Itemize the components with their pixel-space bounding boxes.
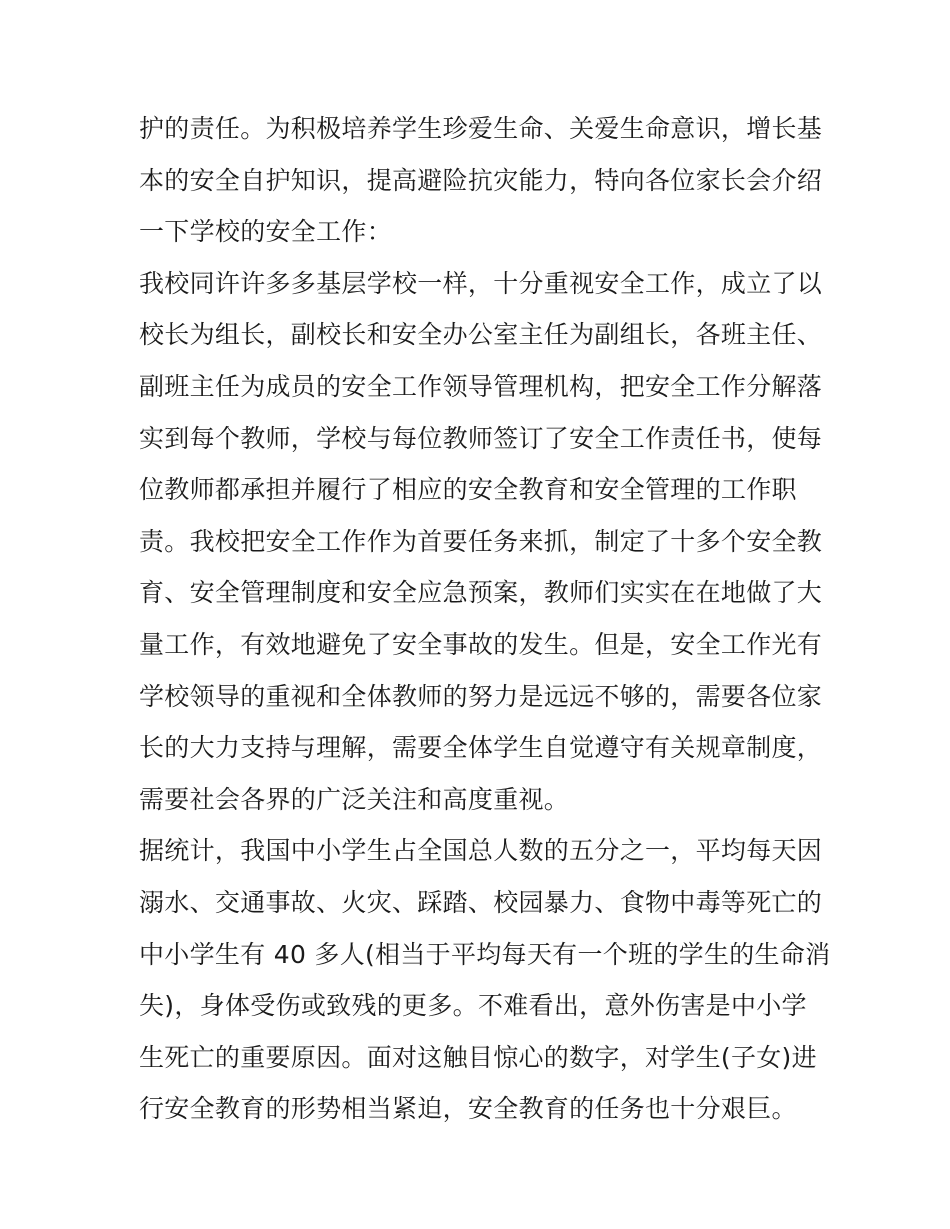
text-line: 需要社会各界的广泛关注和高度重视。: [139, 784, 570, 814]
text-line: 副班主任为成员的安全工作领导管理机构，把安全工作分解落: [139, 371, 823, 401]
text-line: 我校同许许多多基层学校一样，十分重视安全工作，成立了以: [139, 268, 823, 298]
text-line: 实到每个教师，学校与每位教师签订了安全工作责任书，使每: [139, 423, 823, 453]
document-body: [139, 103, 831, 1135]
text-line: 溺水、交通事故、火灾、踩踏、校园暴力、食物中毒等死亡的: [139, 887, 823, 917]
text-line: 中小学生有 40 多人(相当于平均每天有一个班的学生的生命消: [139, 939, 831, 969]
text-line: 失)，身体受伤或致残的更多。不难看出，意外伤害是中小学: [139, 991, 807, 1021]
text-line: 学校领导的重视和全体教师的努力是远远不够的，需要各位家: [139, 681, 823, 711]
text-line: 生死亡的重要原因。面对这触目惊心的数字，对学生(子女)进: [139, 1042, 817, 1072]
text-line: 量工作，有效地避免了安全事故的发生。但是，安全工作光有: [139, 629, 823, 659]
text-line: 位教师都承担并履行了相应的安全教育和安全管理的工作职: [139, 475, 797, 505]
text-line: 一下学校的安全工作：: [139, 217, 393, 247]
text-line: 护的责任。为积极培养学生珍爱生命、关爱生命意识，增长基: [139, 114, 823, 143]
text-line: 行安全教育的形势相当紧迫，安全教育的任务也十分艰巨。: [139, 1094, 797, 1124]
text-line: 校长为组长，副校长和安全办公室主任为副组长，各班主任、: [139, 320, 823, 350]
text-line: 本的安全自护知识，提高避险抗灾能力，特向各位家长会介绍: [139, 165, 823, 195]
text-line: 据统计，我国中小学生占全国总人数的五分之一，平均每天因: [139, 836, 823, 866]
text-line: 育、安全管理制度和安全应急预案，教师们实实在在地做了大: [139, 578, 823, 608]
text-line: 长的大力支持与理解，需要全体学生自觉遵守有关规章制度，: [139, 733, 823, 763]
text-line: 责。我校把安全工作作为首要任务来抓，制定了十多个安全教: [139, 526, 823, 556]
